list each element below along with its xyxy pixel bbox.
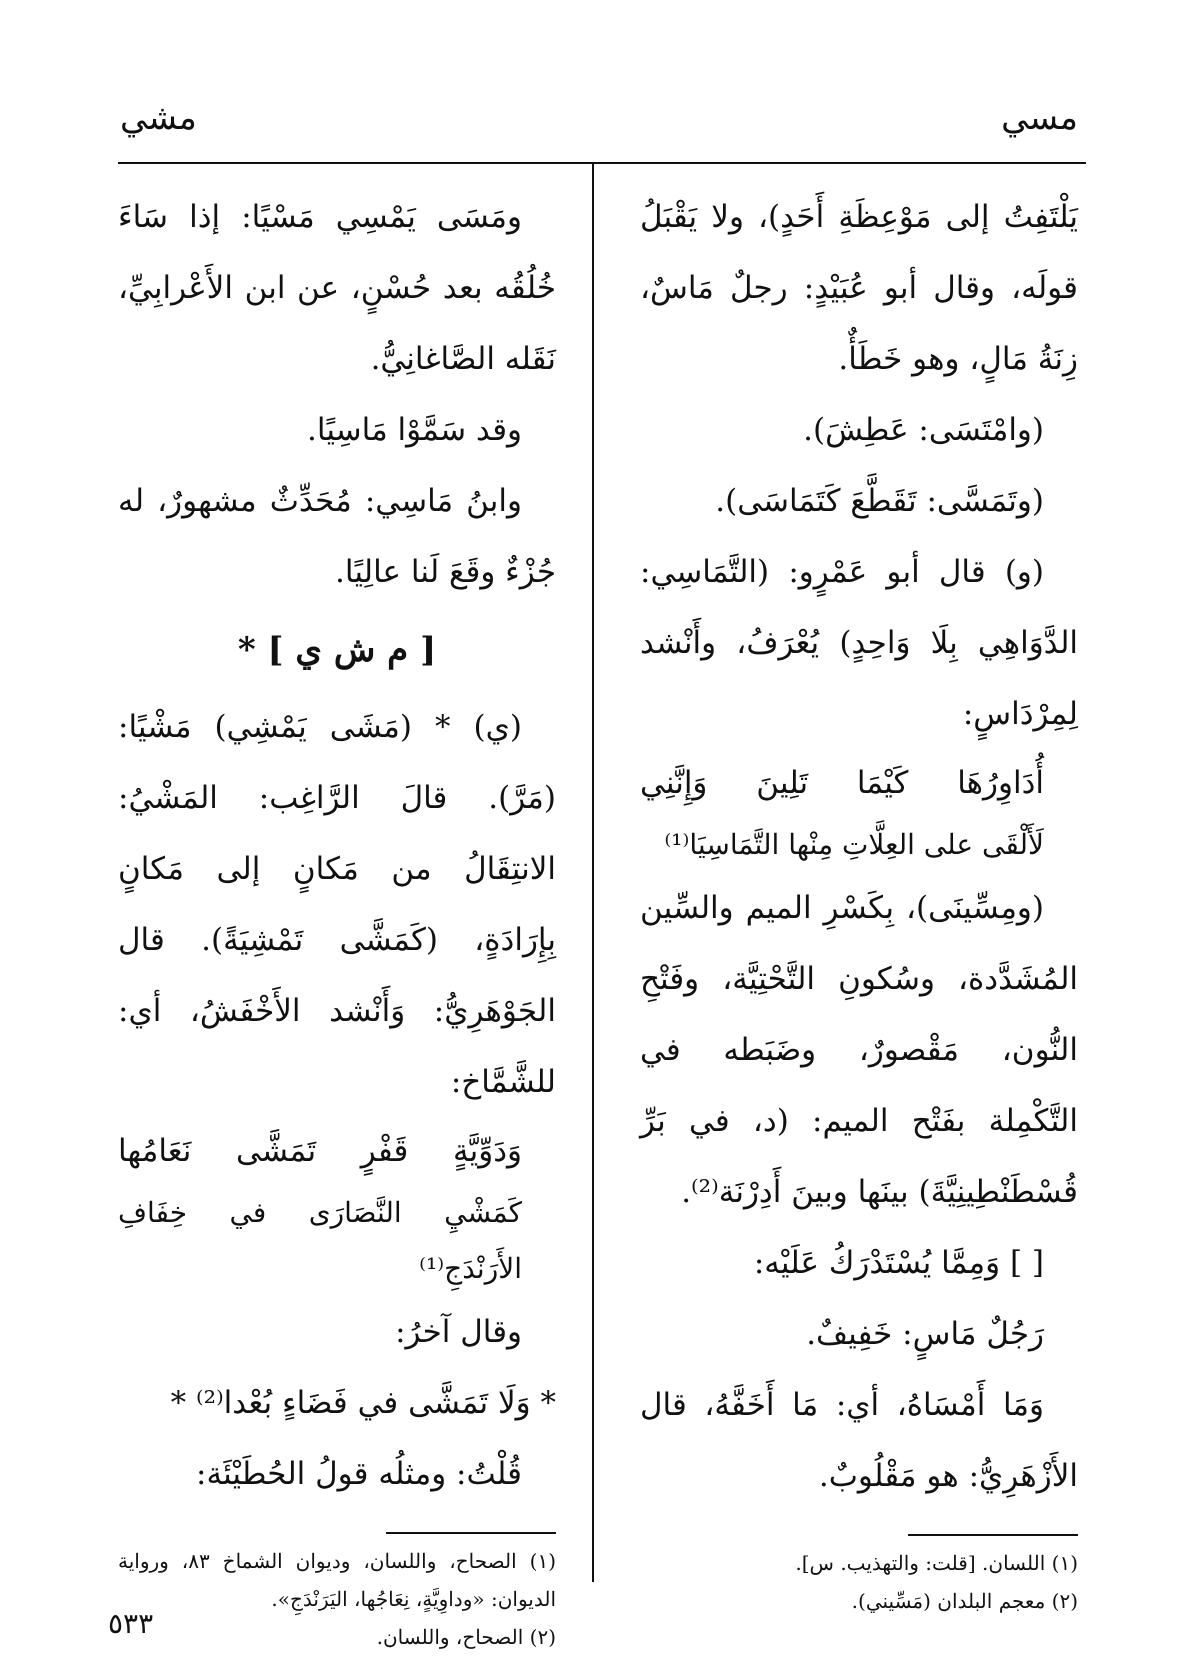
page-number: ٥٣٣ [108,1607,154,1640]
poem-line-1: وَدَوِّيَّةٍ قَفْرٍ تَمَشَّى نَعَامُها [118,1133,522,1169]
paragraph: قُلْتُ: ومثلُه قولُ الحُطَيْئَة: [196,1456,522,1492]
footnote: (١) اللسان. [قلت: والتهذيب. س]. [795,1551,1078,1575]
footnote: (٢) معجم البلدان (مَسِّيني). [851,1589,1078,1613]
header-rule [118,162,1086,164]
paragraph: (ومِسِّينَى)، بِكَسْرِ الميم والسِّين المُشَدَّدة، وسُكونِ التَّحْتِيَّة، وفَتْحِ النُّون، مَقْصورٌ، وضَبَطه في التَّكْمِلة بفَتْح الميم: (د، في بَرِّ قُسْطَنْطِينِيَّةَ) بينَها وبينَ أَدِرْنَة⁽²⁾. [640,890,1078,1210]
running-header-right: مسي [1001,98,1078,138]
column-divider [592,162,594,1582]
paragraph: (وامْتَسَى: عَطِشَ). [803,412,1044,448]
running-header-left: مشي [120,98,197,138]
footnote: (٢) الصحاح، واللسان. [376,1625,556,1649]
paragraph: ومَسَى يَمْسِي مَسْيًا: إذا سَاءَ خُلُقُه بعد حُسْنٍ، عن ابن الأَعْرابِيِّ، نَقَله الصَّاغانِيُّ. [118,199,556,377]
verse-line: * وَلَا تَمَشَّى في فَضَاءٍ بُعْدا⁽²⁾ * [170,1385,556,1421]
footnote-rule [386,1532,556,1534]
paragraph: وقد سَمَّوْا مَاسِيًا. [307,412,522,448]
poem-line-1: أُدَاوِرُهَا كَيْمَا تَلِينَ وَإِنَّنِي [640,765,1044,801]
paragraph: رَجُلٌ مَاسٍ: خَفِيفٌ. [806,1316,1044,1352]
paragraph: (و) قال أبو عَمْرٍو: (التَّمَاسِي: الدَّوَاهِي بِلَا وَاحِدٍ) يُعْرَفُ، وأَنْشد لِمِرْدَاسٍ: [640,554,1078,732]
poem-line-2: كَمَشْيِ النَّصَارَى في خِفَافِ الأَرَنْدَجِ⁽¹⁾ [118,1196,522,1285]
left-column [118,182,556,1656]
poem-line-2: لَأَلْقَى على العِلَّاتِ مِنْها التَّمَاسِيَا⁽¹⁾ [664,828,1044,861]
entry-heading: [ م ش ي ] * [237,630,437,670]
footnote: (١) الصحاح، واللسان، وديوان الشماخ ٨٣، ورواية الديوان: «وداوِيَّةٍ، نِعَاجُها، اليَرَنْدَجِ». [118,1549,556,1611]
paragraph: يَلْتَفِتُ إلى مَوْعِظَةِ أَحَدٍ)، ولا يَقْبَلُ قولَه، وقال أبو عُبَيْدٍ: رجلٌ مَاسٌ، زِنَةُ مَالٍ، وهو خَطَأٌ. [640,199,1078,377]
paragraph: (ي) * (مَشَى يَمْشِي) مَشْيًا: (مَرَّ). قالَ الرَّاغِب: المَشْيُ: الانتِقَالُ من مَكانٍ إلى مَكانٍ بِإِرَادَةٍ، (كَمَشَّى تَمْشِيَةً). قال الجَوْهَرِيُّ: وَأَنْشد الأَخْفَشُ، أي: للشَّمَّاخ: [118,709,556,1100]
right-column [640,182,1078,1620]
footnote-rule [908,1534,1078,1536]
paragraph: وابنُ مَاسِي: مُحَدِّثٌ مشهورٌ، له جُزْءٌ وقَعَ لَنا عالِيًا. [118,483,556,590]
paragraph: وقال آخرُ: [395,1314,522,1350]
paragraph: وَمَا أَمْسَاهُ، أي: مَا أَخَفَّهُ، قال الأَزْهَرِيُّ: هو مَقْلُوبٌ. [640,1387,1078,1494]
paragraph: (وتَمَسَّى: تَقَطَّعَ كَتَمَاسَى). [715,483,1044,519]
paragraph: [ ] وَمِمَّا يُسْتَدْرَكُ عَلَيْه: [753,1245,1044,1281]
